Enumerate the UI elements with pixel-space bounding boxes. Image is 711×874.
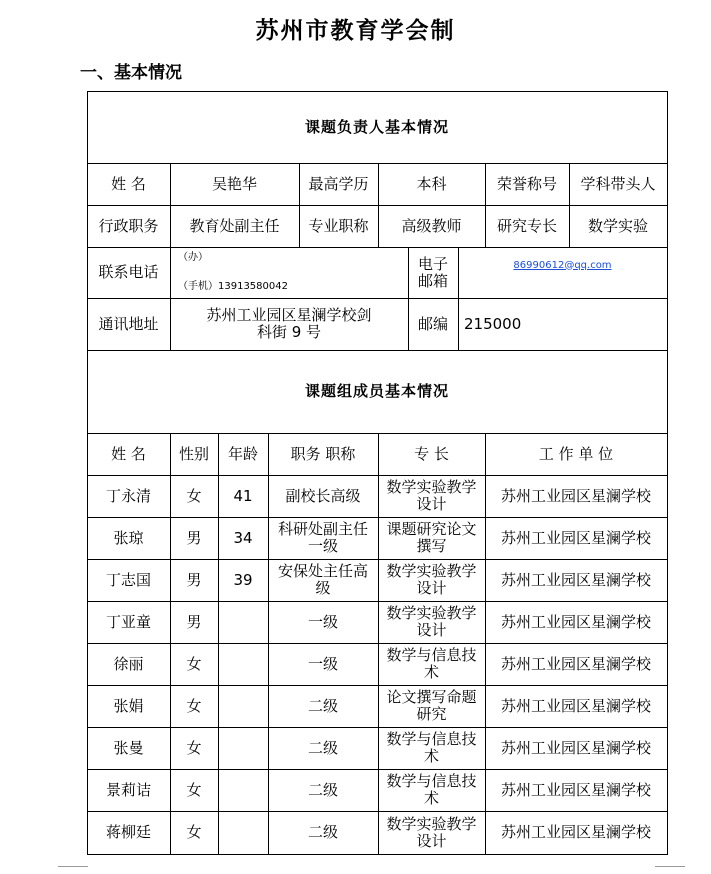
- member-gender: 男: [186, 612, 202, 631]
- email-link[interactable]: 86990612@qq.com: [513, 259, 612, 271]
- member-post-title: 一级: [307, 612, 338, 631]
- member-work-unit: 苏州工业园区星澜学校: [500, 570, 651, 589]
- member-post-title: 二级: [307, 823, 338, 841]
- column-header-age: 年龄: [227, 444, 258, 463]
- member-age: [218, 601, 268, 643]
- page-corner-mark: [58, 866, 88, 867]
- member-age: [218, 643, 268, 685]
- column-header-post-title: 职务 职称: [290, 444, 356, 463]
- member-work-unit: 苏州工业园区星澜学校: [500, 612, 651, 631]
- member-work-unit: 苏州工业园区星澜学校: [500, 823, 651, 841]
- member-work-unit: 苏州工业园区星澜学校: [500, 528, 651, 547]
- postcode-label: 邮编: [417, 314, 448, 333]
- document-title: 苏州市教育学会制: [255, 17, 456, 44]
- member-post-title: 二级: [307, 738, 338, 757]
- member-gender: 女: [186, 696, 202, 715]
- member-age: 41: [233, 486, 253, 505]
- member-specialty: 数学实验教学设计: [386, 562, 477, 597]
- member-post-title: 一级: [307, 654, 338, 673]
- phone-label: 联系电话: [98, 263, 159, 281]
- member-age: [218, 769, 268, 811]
- member-age: [218, 727, 268, 769]
- members-section-header: 课题组成员基本情况: [304, 382, 449, 400]
- member-name: 张曼: [113, 738, 144, 757]
- member-name: 徐丽: [113, 654, 144, 673]
- member-specialty: 数学与信息技术: [386, 772, 477, 807]
- member-name: 景莉诘: [105, 780, 151, 799]
- member-age: 34: [233, 528, 253, 547]
- member-age: 39: [233, 570, 253, 589]
- admin-post-label: 行政职务: [98, 216, 159, 235]
- member-name: 丁志国: [105, 570, 151, 589]
- section-heading: 一、基本情况: [80, 63, 182, 83]
- name-label: 姓 名: [111, 174, 146, 193]
- member-post-title: 二级: [307, 780, 338, 799]
- member-specialty: 数学实验教学设计: [386, 478, 477, 513]
- member-gender: 女: [186, 738, 202, 757]
- member-name: 丁永清: [105, 486, 151, 505]
- member-gender: 男: [186, 570, 202, 589]
- column-header-specialty: 专 长: [414, 444, 449, 463]
- member-name: 张琼: [113, 528, 144, 547]
- member-work-unit: 苏州工业园区星澜学校: [500, 486, 651, 505]
- member-gender: 女: [186, 823, 202, 841]
- member-work-unit: 苏州工业园区星澜学校: [500, 696, 651, 715]
- member-gender: 男: [186, 528, 202, 547]
- member-age: [218, 811, 268, 854]
- honor-label: 荣誉称号: [496, 174, 557, 193]
- education-value: 本科: [416, 174, 447, 193]
- member-specialty: 数学与信息技术: [386, 730, 477, 765]
- research-label: 研究专长: [496, 216, 557, 235]
- postcode-value: 215000: [464, 314, 522, 333]
- name-value: 吴艳华: [211, 174, 257, 193]
- table-rule: [667, 91, 668, 855]
- table-rule: [170, 247, 171, 299]
- member-name: 张娟: [113, 696, 144, 715]
- email-label: 电子邮箱: [417, 254, 448, 290]
- professional-title-value: 高级教师: [401, 216, 462, 235]
- admin-post-value: 教育处副主任: [189, 216, 280, 235]
- member-specialty: 数学与信息技术: [386, 646, 477, 681]
- phone-mobile: （手机）13913580042: [178, 280, 288, 292]
- member-gender: 女: [186, 486, 202, 505]
- member-work-unit: 苏州工业园区星澜学校: [500, 780, 651, 799]
- member-gender: 女: [186, 654, 202, 673]
- member-specialty: 数学实验教学设计: [386, 604, 477, 639]
- address-label: 通讯地址: [98, 314, 159, 333]
- member-work-unit: 苏州工业园区星澜学校: [500, 738, 651, 757]
- address-value: 苏州工业园区星澜学校剑科街 9 号: [206, 306, 372, 341]
- phone-office: （办）: [178, 251, 208, 263]
- member-specialty: 课题研究论文撰写: [386, 520, 477, 555]
- research-value: 数学实验: [587, 216, 648, 235]
- honor-value: 学科带头人: [580, 174, 656, 193]
- member-post-title: 二级: [307, 696, 338, 715]
- column-header-gender: 性别: [178, 444, 209, 463]
- member-post-title: 副校长高级: [285, 486, 361, 505]
- member-specialty: 论文撰写命题研究: [386, 688, 477, 723]
- member-post-title: 科研处副主任一级: [277, 520, 368, 555]
- member-work-unit: 苏州工业园区星澜学校: [500, 654, 651, 673]
- member-age: [218, 685, 268, 727]
- column-header-name: 姓 名: [111, 444, 146, 463]
- member-name: 蒋柳廷: [105, 823, 151, 841]
- member-gender: 女: [186, 780, 202, 799]
- education-label: 最高学历: [308, 174, 369, 193]
- member-post-title: 安保处主任高级: [277, 562, 368, 597]
- page-corner-mark: [655, 866, 685, 867]
- member-name: 丁亚童: [105, 612, 151, 631]
- column-header-work-unit: 工 作 单 位: [538, 444, 614, 463]
- member-specialty: 数学实验教学设计: [386, 814, 477, 850]
- leader-section-header: 课题负责人基本情况: [304, 117, 449, 136]
- professional-title-label: 专业职称: [308, 216, 369, 235]
